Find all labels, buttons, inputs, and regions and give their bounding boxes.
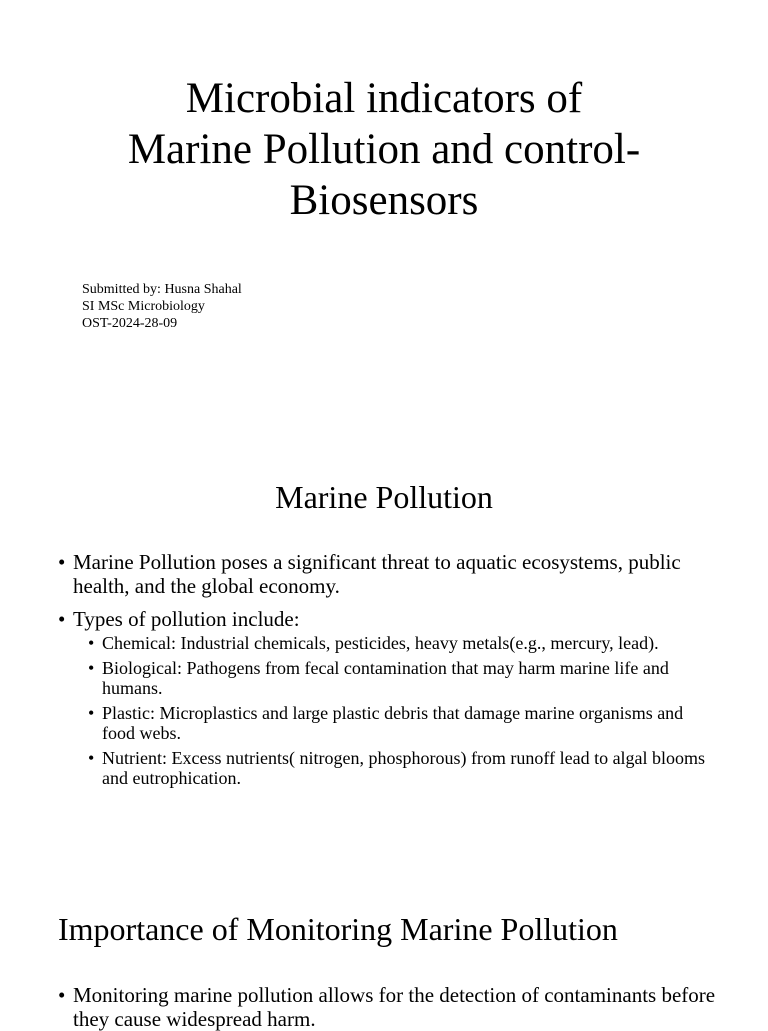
bullet-text: Chemical: Industrial chemicals, pesticides, heavy metals(e.g., mercury, lead). (102, 633, 659, 653)
submitter-name: Submitted by: Husna Shahal (82, 282, 242, 297)
document-title (0, 73, 768, 226)
bullet-icon: • (88, 658, 95, 678)
title-slide (0, 0, 768, 420)
title-line: Microbial indicators of (185, 75, 583, 122)
bullet-text: Biological: Pathogens from fecal contamination that may harm marine life and humans. (102, 658, 669, 698)
submitter-course: SI MSc Microbiology (82, 299, 205, 314)
list-item (88, 703, 718, 743)
pollution-types-list (73, 633, 718, 788)
title-line: Biosensors (289, 177, 479, 224)
list-item (58, 550, 718, 598)
list-item (88, 633, 718, 653)
bullet-text: Monitoring marine pollution allows for the detection of contaminants before they cause widespread harm. (73, 983, 716, 1031)
bullet-text: Marine Pollution poses a significant threat to aquatic ecosystems, public health, and the global economy. (73, 550, 681, 598)
bullet-text: Nutrient: Excess nutrients( nitrogen, phosphorous) from runoff lead to algal blooms and eutrophication. (102, 748, 706, 788)
bullet-icon: • (88, 703, 95, 723)
monitoring-heading: Importance of Monitoring Marine Pollution (58, 911, 618, 947)
bullet-icon: • (58, 983, 66, 1007)
list-item (88, 658, 718, 698)
marine-pollution-heading: Marine Pollution (275, 479, 493, 515)
bullet-icon: • (58, 550, 66, 574)
submitter-info (82, 281, 242, 332)
bullet-text: Types of pollution include: (73, 607, 300, 631)
bullet-icon: • (88, 748, 95, 768)
bullet-text: Plastic: Microplastics and large plastic debris that damage marine organisms and food webs. (102, 703, 684, 743)
title-line: Marine Pollution and control- (127, 126, 641, 173)
bullet-icon: • (58, 607, 66, 631)
bullet-icon: • (88, 633, 95, 653)
list-item (88, 748, 718, 788)
marine-pollution-list (58, 550, 718, 797)
submitter-id: OST-2024-28-09 (82, 316, 178, 331)
list-item (58, 607, 718, 788)
